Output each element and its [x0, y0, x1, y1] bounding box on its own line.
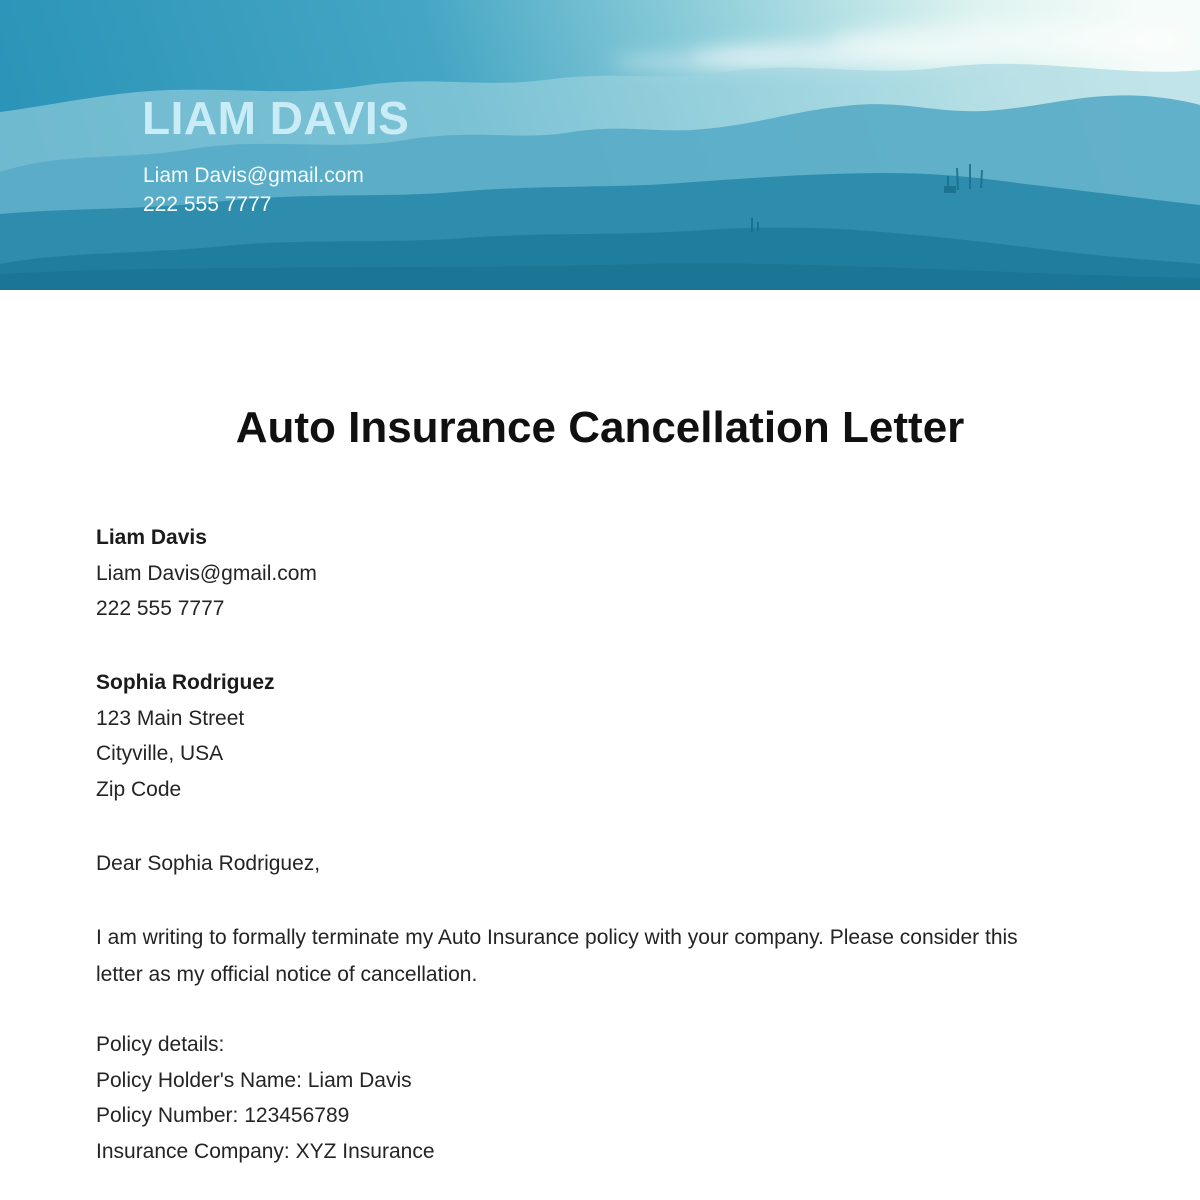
- sender-phone: 222 555 7777: [96, 597, 225, 620]
- letterhead-email: Liam Davis@gmail.com: [143, 164, 364, 187]
- letterhead-name: LIAM DAVIS: [142, 92, 410, 144]
- sender-email: Liam Davis@gmail.com: [96, 561, 317, 585]
- recipient-name: Sophia Rodriguez: [96, 671, 275, 694]
- body-paragraph: I am writing to formally terminate my Auto Insurance policy with your company. Please consider this letter as my official notice of cancellation.: [96, 926, 1018, 986]
- letter-title: Auto Insurance Cancellation Letter: [235, 403, 965, 452]
- recipient-block: [96, 665, 275, 807]
- sender-name: Liam Davis: [96, 526, 207, 549]
- letterhead-text: [0, 0, 1200, 290]
- recipient-city: Cityville, USA: [96, 742, 224, 765]
- policy-number: Policy Number: 123456789: [96, 1104, 350, 1127]
- sender-block: [96, 520, 317, 627]
- policy-details-heading: Policy details:: [96, 1033, 225, 1056]
- recipient-street: 123 Main Street: [96, 706, 245, 730]
- letterhead-phone: 222 555 7777: [143, 193, 272, 216]
- letterhead: [0, 0, 1200, 290]
- policy-insurance-company: Insurance Company: XYZ Insurance: [96, 1139, 435, 1163]
- policy-details-block: [96, 1027, 435, 1169]
- recipient-zip: Zip Code: [96, 777, 182, 801]
- letterhead-contact: [143, 161, 364, 219]
- salutation: Dear Sophia Rodriguez,: [96, 852, 321, 875]
- policy-holder-name: Policy Holder's Name: Liam Davis: [96, 1068, 412, 1092]
